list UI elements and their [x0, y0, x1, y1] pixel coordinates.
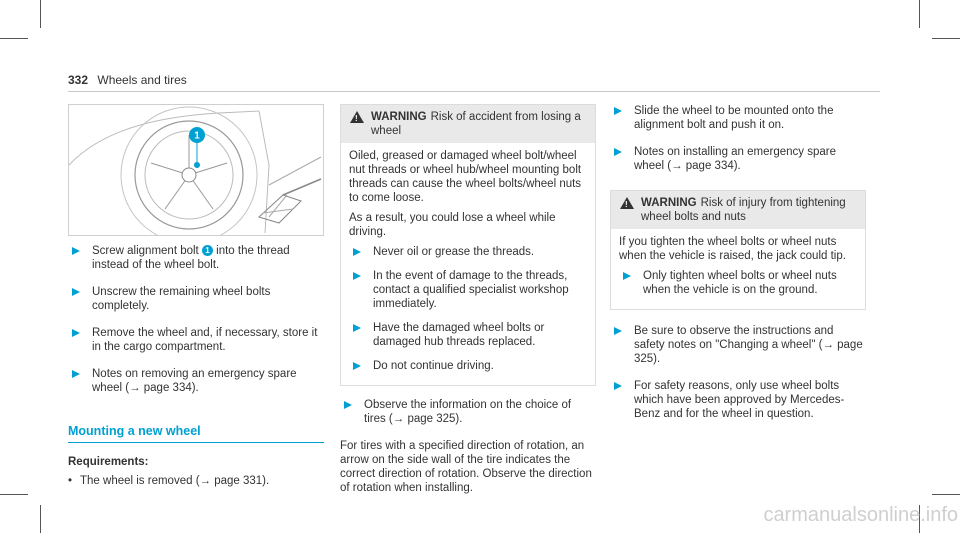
step-arrow-icon — [72, 370, 80, 378]
step-arrow-icon — [353, 272, 361, 280]
step-item: For safety reasons, only use wheel bolts which have been approved by Mercedes-Benz and for the wheel in question. — [610, 379, 866, 421]
warning-label: WARNING — [641, 197, 697, 209]
warning-paragraph: Oiled, greased or damaged wheel bolt/wheel nut threads or wheel hub/wheel mounting bolt threads can cause the wheel bolts/wheel nuts to come loose. — [349, 150, 582, 204]
warning-step: In the event of damage to the threads, contact a qualified specialist workshop immediately. — [349, 269, 587, 311]
warning-title: Risk of accident from losing a wheel — [371, 111, 581, 137]
step-item: Observe the information on the choice of tires (→ page 325). — [340, 398, 596, 426]
callout-label: 1 — [194, 130, 200, 142]
warning-header — [611, 191, 865, 229]
step-arrow-icon — [72, 247, 80, 255]
warning-step: Do not continue driving. — [349, 359, 587, 373]
column-1 — [68, 244, 324, 488]
page-number: 332 — [68, 73, 89, 87]
step-item: Notes on installing an emergency spare wheel (→ page 334). — [610, 145, 866, 173]
wheel-figure — [68, 104, 324, 236]
warning-body — [611, 229, 865, 309]
requirement-item: • The wheel is removed (→ page 331). — [68, 474, 324, 488]
watermark: carmanualsonline.info — [763, 504, 958, 526]
step-arrow-icon — [623, 272, 631, 280]
step-arrow-icon — [614, 148, 622, 156]
warning-header — [341, 105, 595, 143]
warning-label: WARNING — [371, 111, 427, 123]
step-arrow-icon — [344, 401, 352, 409]
warning-icon — [350, 111, 364, 123]
step-item: Notes on removing an emergency spare wheel (→ page 334). — [68, 367, 324, 395]
warning-paragraph: If you tighten the wheel bolts or wheel nuts when the vehicle is raised, the jack could tip. — [619, 236, 846, 262]
step-arrow-icon — [72, 329, 80, 337]
column-2 — [340, 104, 596, 495]
warning-title: Risk of injury from tightening wheel bolts and nuts — [641, 197, 846, 223]
section-title: Mounting a new wheel — [68, 424, 324, 443]
step-arrow-icon — [353, 248, 361, 256]
warning-step: Only tighten wheel bolts or wheel nuts when the vehicle is on the ground. — [619, 269, 857, 297]
body-paragraph: For tires with a specified direction of rotation, an arrow on the side wall of the tire indicates the correct direction of rotation. Observe the direction of rotation when installing. — [340, 440, 592, 494]
requirements-label: Requirements: — [68, 456, 149, 468]
step-item: Slide the wheel to be mounted onto the alignment bolt and push it on. — [610, 104, 866, 132]
warning-icon — [620, 197, 634, 209]
page-header — [68, 73, 187, 87]
step-arrow-icon — [353, 324, 361, 332]
warning-body — [341, 143, 595, 385]
step-item: Be sure to observe the instructions and safety notes on "Changing a wheel" (→ page 325). — [610, 324, 866, 366]
step-arrow-icon — [614, 327, 622, 335]
warning-paragraph: As a result, you could lose a wheel while driving. — [349, 212, 556, 238]
step-arrow-icon — [353, 362, 361, 370]
column-3 — [610, 104, 866, 434]
wheel-illustration — [69, 105, 323, 235]
step-item: Screw alignment bolt 1 into the thread instead of the wheel bolt. — [68, 244, 324, 272]
step-arrow-icon — [72, 288, 80, 296]
warning-box — [610, 190, 866, 310]
step-arrow-icon — [614, 382, 622, 390]
header-rule — [68, 91, 880, 92]
warning-step: Never oil or grease the threads. — [349, 245, 587, 259]
step-item: Unscrew the remaining wheel bolts completely. — [68, 285, 324, 313]
callout-icon: 1 — [202, 245, 213, 256]
step-item: Remove the wheel and, if necessary, store it in the cargo compartment. — [68, 326, 324, 354]
warning-box — [340, 104, 596, 386]
step-arrow-icon — [614, 107, 622, 115]
section-name: Wheels and tires — [97, 73, 187, 87]
warning-step: Have the damaged wheel bolts or damaged hub threads replaced. — [349, 321, 587, 349]
